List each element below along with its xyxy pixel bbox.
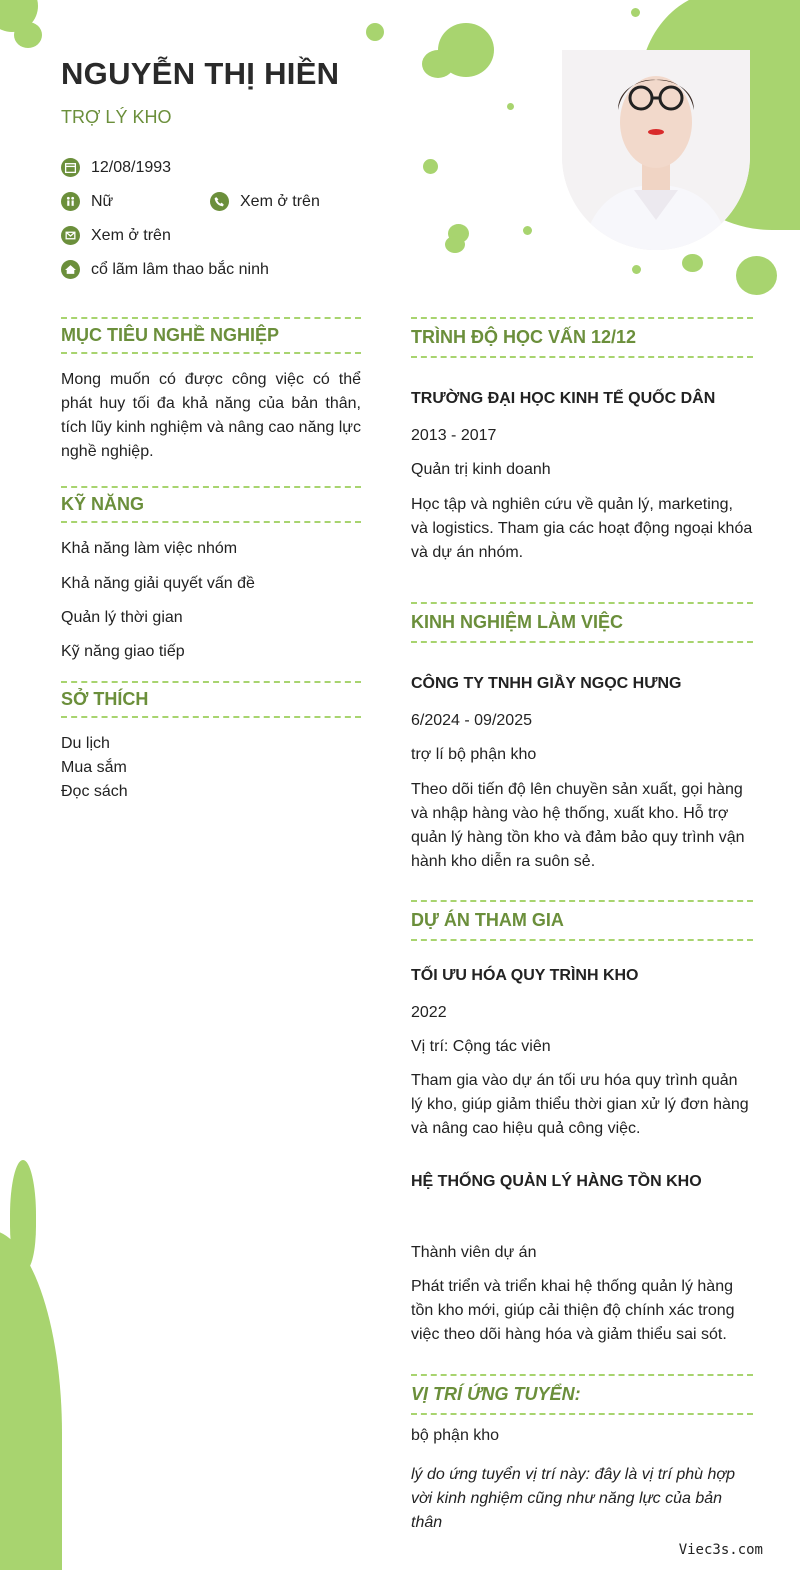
desired-position-value: bộ phận kho [411, 1427, 500, 1444]
experience-position: trợ lí bộ phận kho [411, 746, 537, 763]
skill-item: Khả năng làm việc nhóm [61, 540, 238, 557]
decor-blob [0, 1230, 62, 1570]
decor-blob [682, 254, 703, 272]
projects-heading: DỰ ÁN THAM GIA [411, 900, 753, 941]
experience-description: Theo dõi tiến độ lên chuyền sản xuất, gọi hàng và nhập hàng vào hệ thống, xuất kho. Hỗ trợ quản lý hàng tồn kho và đảm bảo quy trình vận hành kho diễn ra suôn sẻ. [411, 781, 745, 870]
desired-position-heading: VỊ TRÍ ỨNG TUYỂN: [411, 1374, 753, 1415]
skill-item: Kỹ năng giao tiếp [61, 643, 185, 660]
gender-row [61, 192, 113, 211]
decor-blob [14, 22, 42, 48]
application-reason: lý do ứng tuyển vị trí này: đây là vị trí phù hợp vời kinh nghiệm cũng như năng lực của bản thân [411, 1466, 735, 1531]
project-name: HỆ THỐNG QUẢN LÝ HÀNG TỒN KHO [411, 1173, 702, 1190]
decor-blob [445, 236, 465, 253]
gender-icon [61, 192, 80, 211]
home-icon [61, 260, 80, 279]
company-name: CÔNG TY TNHH GIẦY NGỌC HƯNG [411, 675, 682, 692]
decor-blob [422, 50, 454, 78]
email-value[interactable]: Xem ở trên [91, 226, 171, 244]
hobby-item: Đọc sách [61, 783, 128, 800]
phone-value[interactable]: Xem ở trên [240, 192, 320, 210]
birthday-value: 12/08/1993 [91, 158, 172, 176]
hobbies-heading: SỞ THÍCH [61, 681, 361, 718]
decor-blob [366, 23, 384, 41]
candidate-name: NGUYỄN THỊ HIỀN [61, 56, 340, 91]
calendar-icon [61, 158, 80, 177]
experience-period: 6/2024 - 09/2025 [411, 712, 532, 729]
skill-item: Quản lý thời gian [61, 609, 183, 626]
objective-heading: MỤC TIÊU NGHỀ NGHIỆP [61, 317, 361, 354]
project-description: Tham gia vào dự án tối ưu hóa quy trình quản lý kho, giúp giảm thiểu thời gian xử lý đơn hàng và nâng cao hiệu quả công việc. [411, 1072, 749, 1137]
decor-blob [507, 103, 514, 110]
education-major: Quản trị kinh doanh [411, 461, 551, 478]
hobby-item: Mua sắm [61, 759, 127, 776]
project-role: Vị trí: Cộng tác viên [411, 1038, 551, 1055]
experience-heading: KINH NGHIỆM LÀM VIỆC [411, 602, 753, 643]
phone-icon [210, 192, 229, 211]
profile-photo [562, 50, 750, 250]
watermark: Viec3s.com [678, 1542, 763, 1558]
skill-item: Khả năng giải quyết vấn đề [61, 575, 255, 592]
gender-value: Nữ [91, 192, 114, 210]
education-period: 2013 - 2017 [411, 427, 497, 444]
hobby-item: Du lịch [61, 735, 110, 752]
project-name: TỐI ƯU HÓA QUY TRÌNH KHO [411, 967, 639, 984]
decor-blob [423, 159, 438, 174]
school-name: TRƯỜNG ĐẠI HỌC KINH TẾ QUỐC DÂN [411, 390, 716, 407]
project-year: 2022 [411, 1004, 447, 1021]
job-title: TRỢ LÝ KHO [61, 107, 172, 127]
decor-blob [632, 265, 641, 274]
address-value: cổ lãm lâm thao bắc ninh [91, 260, 269, 278]
phone-row [210, 192, 320, 211]
decor-blob [523, 226, 532, 235]
address-row [61, 260, 269, 279]
mail-icon [61, 226, 80, 245]
skills-heading: KỸ NĂNG [61, 486, 361, 523]
education-heading: TRÌNH ĐỘ HỌC VẤN 12/12 [411, 317, 753, 358]
birthday-row [61, 158, 171, 177]
decor-blob [736, 256, 777, 295]
objective-text: Mong muốn có được công việc có thể phát huy tối đa khả năng của bản thân, tích lũy kinh nghiệm và nâng cao năng lực nghề nghiệp. [61, 371, 361, 460]
email-row [61, 226, 171, 245]
education-description: Học tập và nghiên cứu về quản lý, marketing, và logistics. Tham gia các hoạt động ngoại khóa và dự án nhóm. [411, 496, 753, 561]
project-description: Phát triển và triển khai hệ thống quản lý hàng tồn kho mới, giúp cải thiện độ chính xác trong việc theo dõi hàng hóa và giảm thiểu sai sót. [411, 1278, 735, 1343]
decor-blob [631, 8, 640, 17]
project-role: Thành viên dự án [411, 1244, 537, 1261]
